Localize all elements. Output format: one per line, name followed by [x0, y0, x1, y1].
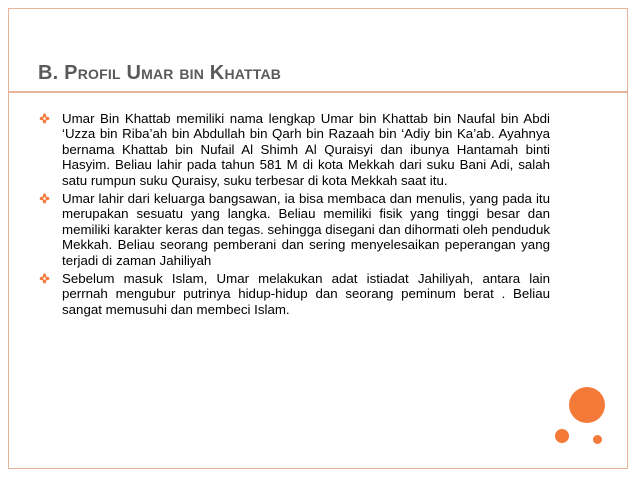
flower-bullet-icon — [39, 113, 50, 124]
title-prefix: B. — [38, 62, 65, 84]
decorative-circle-medium — [555, 429, 569, 443]
bullet-text: Umar Bin Khattab memiliki nama lengkap Umar bin Khattab bin Naufal bin Abdi ‘Uzza bin Riba’ah bin Abdullah bin Qarh bin Razaah bin ‘Adiy bin Ka’ab. Ayahnya bernama Khattab bin Nufail Al Shimh Al Quraisyi dan ibunya Hantamah binti Hasyim. Beliau lahir pada tahun 581 M di kota Mekkah dari suku Bani Adi, salah satu rumpun suku Quraisy, suku terbesar di kota Mekkah saat itu. — [62, 111, 550, 188]
bullet-text: Sebelum masuk Islam, Umar melakukan adat istiadat Jahiliyah, antara lain perrnah mengubur putrinya hidup-hidup dan seorang peminum berat . Beliau sangat memusuhi dan membeci Islam. — [62, 271, 550, 317]
title-divider — [9, 91, 627, 93]
title-text: Profil Umar bin Khattab — [64, 62, 282, 84]
flower-bullet-icon — [39, 273, 50, 284]
slide-title — [38, 62, 281, 85]
bullet-text: Umar lahir dari keluarga bangsawan, ia bisa membaca dan menulis, yang pada itu merupakan sesuatu yang langka. Beliau memiliki fisik yang tinggi besar dan memiliki karakter keras dan tegas. sehingga disegani dan dihormati oleh penduduk Mekkah. Beliau seorang pemberani dan sering menyelesaikan peperangan yang terjadi di zaman Jahiliyah — [62, 191, 550, 268]
decorative-circle-small — [593, 435, 602, 444]
bullet-item — [38, 191, 550, 268]
bullet-list — [38, 111, 550, 320]
flower-bullet-icon — [39, 193, 50, 204]
bullet-item — [38, 111, 550, 188]
decorative-circle-large — [569, 387, 605, 423]
bullet-item — [38, 271, 550, 317]
